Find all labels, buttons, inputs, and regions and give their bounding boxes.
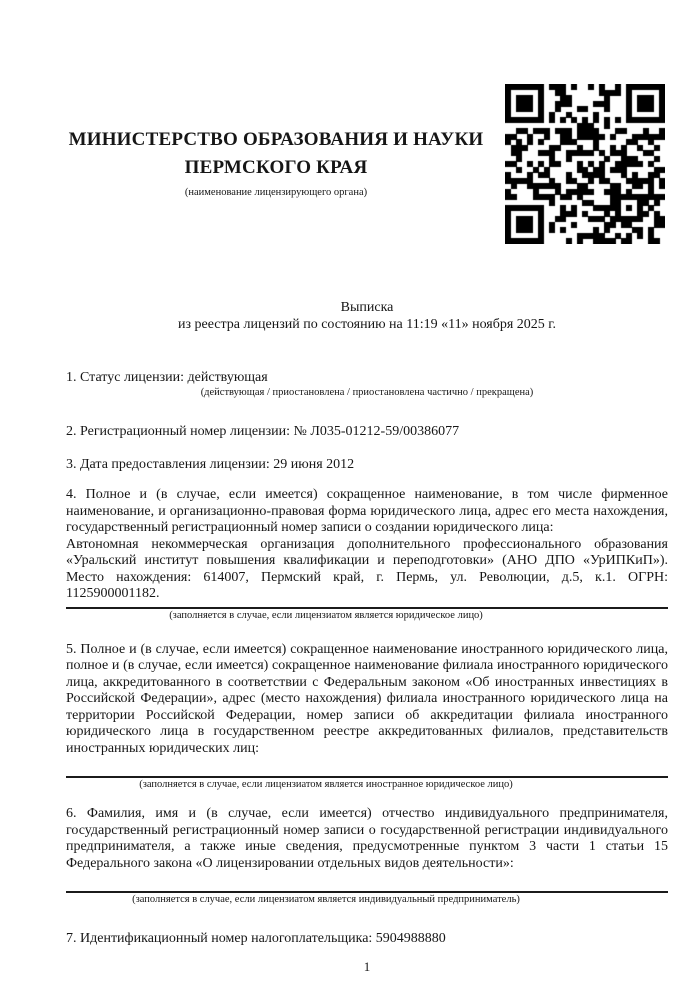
ministry-name-line2: ПЕРМСКОГО КРАЯ [184, 157, 368, 178]
foreign-entity-question: 5. Полное и (в случае, если имеется) сокращенное наименование иностранного юридического лица, полное и (в случае, если имеется) сокращенное наименование филиала иностранного юридического лица, аккредитованного в соответствии с Федеральным законом «Об иностранных инвестициях в Российской Федерации», адрес (место нахождения) филиала иностранного юридического лица на территории Российской Федерации, номер записи об аккредитации филиала иностранного юридического лица в государственном реестре аккредитованных филиалов, представительств иностранных юридических лиц: [66, 641, 668, 756]
licensing-authority-caption: (наименование лицензирующего органа) [184, 187, 368, 198]
item-1-license-status [66, 369, 668, 400]
document-subtitle: из реестра лицензий по состоянию на 11:19 «11» ноября 2025 г. [178, 317, 556, 332]
ministry-name-line1: МИНИСТЕРСТВО ОБРАЗОВАНИЯ И НАУКИ [68, 129, 484, 150]
license-status-text: 1. Статус лицензии: действующая [66, 370, 268, 385]
item-5-foreign-entity [66, 642, 668, 793]
individual-entrepreneur-caption: (заполняется в случае, если лицензиатом является индивидуальный предприниматель) [132, 894, 520, 905]
taxpayer-number-text: 7. Идентификационный номер налогоплательщика: 5904988880 [66, 931, 446, 946]
document-title: Выписка [340, 300, 394, 315]
item-4-legal-entity [66, 487, 668, 623]
page-footer [66, 959, 668, 975]
item-7-taxpayer-number [66, 930, 668, 947]
license-status-options-caption: (действующая / приостановлена / приостановлена частично / прекращена) [200, 387, 534, 398]
item-3-license-date [66, 456, 668, 473]
foreign-entity-caption: (заполняется в случае, если лицензиатом является иностранное юридическое лицо) [139, 779, 513, 790]
item-6-individual-entrepreneur [66, 806, 668, 907]
item-2-registration-number [66, 423, 668, 440]
legal-entity-answer: Автономная некоммерческая организация дополнительного профессионального образования «Уральский институт повышения квалификации и переподготовки» (АНО ДПО «УрИПКиП»). Место нахождения: 614007, Пермский край, г. Пермь, ул. Революции, д.5, к.1. ОГРН: 1125900001182. [66, 536, 668, 601]
license-date-text: 3. Дата предоставления лицензии: 29 июня 2012 [66, 457, 355, 472]
document-title-block [66, 299, 668, 333]
individual-entrepreneur-question: 6. Фамилия, имя и (в случае, если имеется) отчество индивидуального предпринимателя, государственный регистрационный номер записи о государственной регистрации индивидуального предпринимателя, а также иные сведения, предусмотренные пунктом 3 части 1 статьи 15 Федерального закона «О лицензировании отдельных видов деятельности»: [66, 806, 668, 871]
legal-entity-caption: (заполняется в случае, если лицензиатом является юридическое лицо) [169, 609, 483, 621]
page-number: 1 [363, 959, 371, 974]
registration-number-text: 2. Регистрационный номер лицензии: № Л035-01212-59/00386077 [66, 424, 460, 439]
licensing-authority-header [66, 126, 486, 199]
legal-entity-question: 4. Полное и (в случае, если имеется) сокращенное наименование, в том числе фирменное наименование, и организационно-правовая форма юридического лица, адрес его места нахождения, государственный регистрационный номер записи о создании юридического лица: [66, 487, 668, 535]
qr-code-icon [505, 84, 665, 244]
